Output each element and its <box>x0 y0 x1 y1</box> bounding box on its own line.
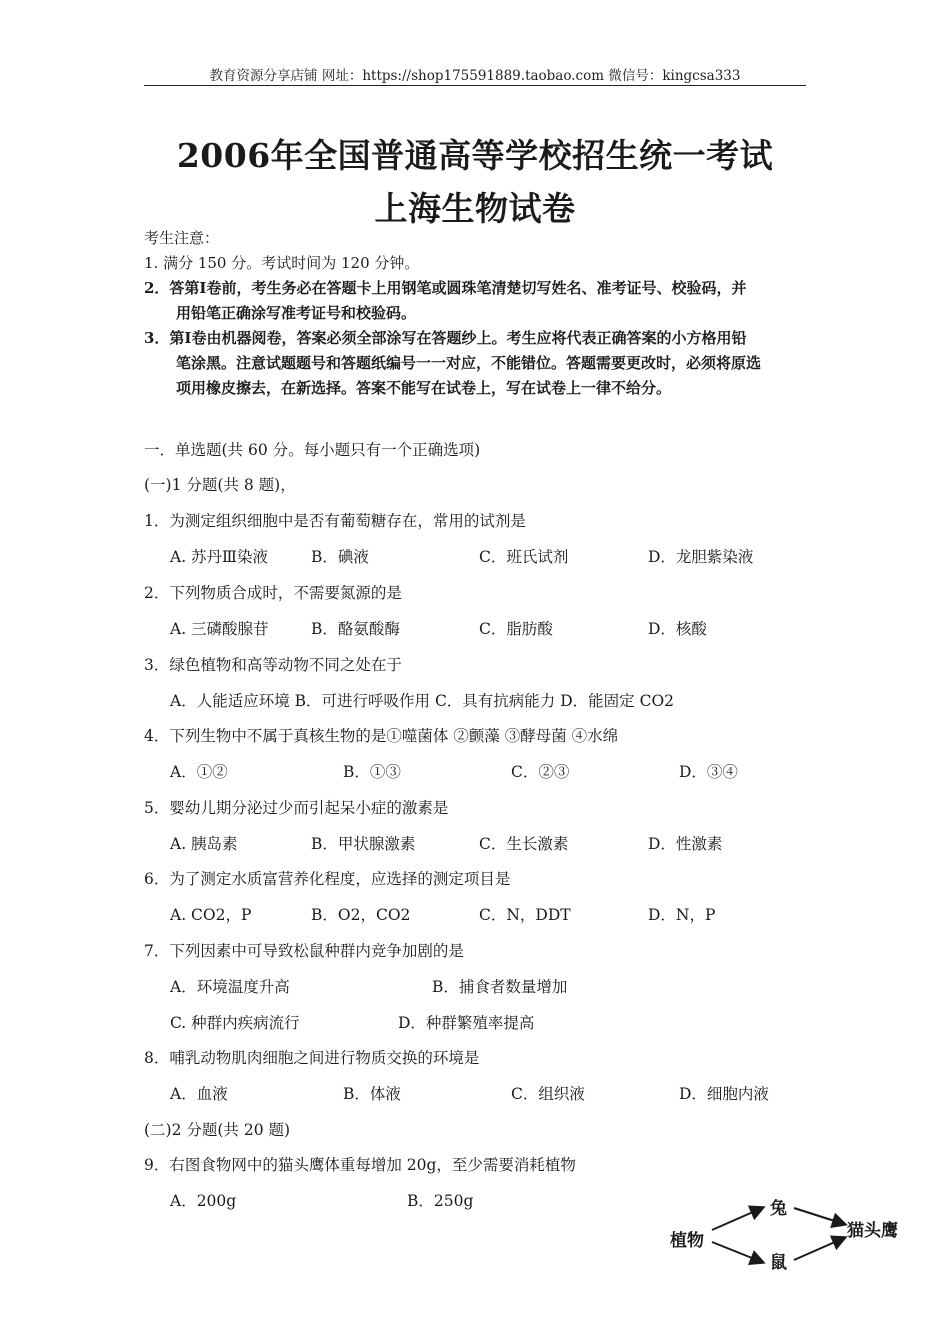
question-7-option-d: D．种群繁殖率提高 <box>398 1014 535 1032</box>
food-web-arrows <box>664 1190 914 1272</box>
notice-item-3: 3．第Ⅰ卷由机器阅卷，答案必须全部涂写在答题纱上。考生应将代表正确答案的小方格用铅 <box>144 329 747 347</box>
notice-item-2: 2．答第Ⅰ卷前，考生务必在答题卡上用钢笔或圆珠笔清楚切写姓名、准考证号、校验码，并 <box>144 279 747 297</box>
question-7-option-a: A．环境温度升高 <box>170 978 290 996</box>
header-divider <box>144 85 806 86</box>
section-heading: 一．单选题(共 60 分。每小题只有一个正确选项) <box>144 441 481 459</box>
page-header: 教育资源分享店铺 网址：https://shop175591889.taobao.com 微信号：kingcsa333 <box>209 68 741 84</box>
question-6-option-b: B．O2，CO2 <box>311 906 411 924</box>
question-8-option-b: B．体液 <box>343 1085 401 1103</box>
notice-item-3-cont: 笔涂黑。注意试题题号和答题纸编号一一对应，不能错位。答题需要更改时，必须将原选 <box>176 354 762 372</box>
question-7-stem: 7．下列因素中可导致松鼠种群内竞争加剧的是 <box>144 942 464 960</box>
question-1-option-b: B．碘液 <box>311 548 369 566</box>
question-1-option-a: A. 苏丹Ⅲ染液 <box>170 548 268 566</box>
exam-title: 2006年全国普通高等学校招生统一考试 <box>176 136 774 175</box>
notice-item-1: 1. 满分 150 分。考试时间为 120 分钟。 <box>144 254 420 272</box>
question-1-option-c: C．班氏试剂 <box>479 548 569 566</box>
question-5-option-c: C．生长激素 <box>479 835 569 853</box>
question-8-option-c: C．组织液 <box>511 1085 585 1103</box>
notice-item-3-cont-2: 项用橡皮擦去，在新选择。答案不能写在试卷上，写在试卷上一律不给分。 <box>176 379 672 397</box>
arrow-rabbit-to-owl <box>794 1208 844 1224</box>
question-1-stem: 1．为测定组织细胞中是否有葡萄糖存在，常用的试剂是 <box>144 512 526 530</box>
question-2-stem: 2．下列物质合成时，不需要氮源的是 <box>144 584 402 602</box>
question-9-stem: 9．右图食物网中的猫头鹰体重每增加 20g，至少需要消耗植物 <box>144 1156 576 1174</box>
question-1-option-d: D．龙胆紫染液 <box>648 548 754 566</box>
question-6-option-a: A. CO2，P <box>170 906 252 924</box>
food-web-diagram <box>664 1190 914 1272</box>
question-7-option-c: C. 种群内疾病流行 <box>170 1014 300 1032</box>
question-5-option-d: D．性激素 <box>648 835 723 853</box>
question-2-option-b: B．酪氨酸酶 <box>311 620 400 638</box>
question-9-option-a: A．200g <box>170 1192 237 1210</box>
arrow-mouse-to-owl <box>794 1238 844 1260</box>
question-4-option-a: A．①② <box>170 763 228 781</box>
question-7-option-b: B．捕食者数量增加 <box>432 978 568 996</box>
question-8-option-a: A．血液 <box>170 1085 228 1103</box>
exam-subtitle: 上海生物试卷 <box>374 189 576 228</box>
question-5-stem: 5．婴幼儿期分泌过少而引起呆小症的激素是 <box>144 799 449 817</box>
question-4-option-c: C．②③ <box>511 763 570 781</box>
arrow-plant-to-rabbit <box>712 1208 762 1230</box>
question-6-option-d: D．N，P <box>648 906 716 924</box>
notice-item-2-cont: 用铅笔正确涂写准考证号和校验码。 <box>176 304 417 322</box>
notice-heading: 考生注意： <box>144 229 220 247</box>
question-9-option-b: B．250g <box>407 1192 474 1210</box>
question-5-option-a: A. 胰岛素 <box>170 835 238 853</box>
question-5-option-b: B．甲状腺激素 <box>311 835 416 853</box>
question-2-option-d: D．核酸 <box>648 620 707 638</box>
question-4-stem: 4．下列生物中不属于真核生物的是①噬菌体 ②颤藻 ③酵母菌 ④水绵 <box>144 727 619 745</box>
part-2-heading: (二)2 分题(共 20 题) <box>144 1121 291 1139</box>
question-4-option-b: B．①③ <box>343 763 401 781</box>
question-8-stem: 8．哺乳动物肌肉细胞之间进行物质交换的环境是 <box>144 1049 480 1067</box>
question-2-option-c: C．脂肪酸 <box>479 620 553 638</box>
arrow-plant-to-mouse <box>712 1242 762 1262</box>
food-web-owl: 猫头鹰 <box>847 1221 898 1241</box>
question-2-option-a: A. 三磷酸腺苷 <box>170 620 269 638</box>
food-web-rabbit: 兔 <box>770 1199 787 1219</box>
question-3-stem: 3．绿色植物和高等动物不同之处在于 <box>144 656 402 674</box>
part-1-heading: (一)1 分题(共 8 题)， <box>144 476 296 494</box>
question-6-option-c: C．N，DDT <box>479 906 571 924</box>
question-4-option-d: D．③④ <box>679 763 738 781</box>
food-web-plant: 植物 <box>670 1231 704 1251</box>
food-web-mouse: 鼠 <box>770 1253 787 1273</box>
question-8-option-d: D．细胞内液 <box>679 1085 769 1103</box>
question-6-stem: 6．为了测定水质富营养化程度，应选择的测定项目是 <box>144 870 511 888</box>
question-3-options: A．人能适应环境 B．可进行呼吸作用 C．具有抗病能力 D．能固定 CO2 <box>170 692 675 710</box>
